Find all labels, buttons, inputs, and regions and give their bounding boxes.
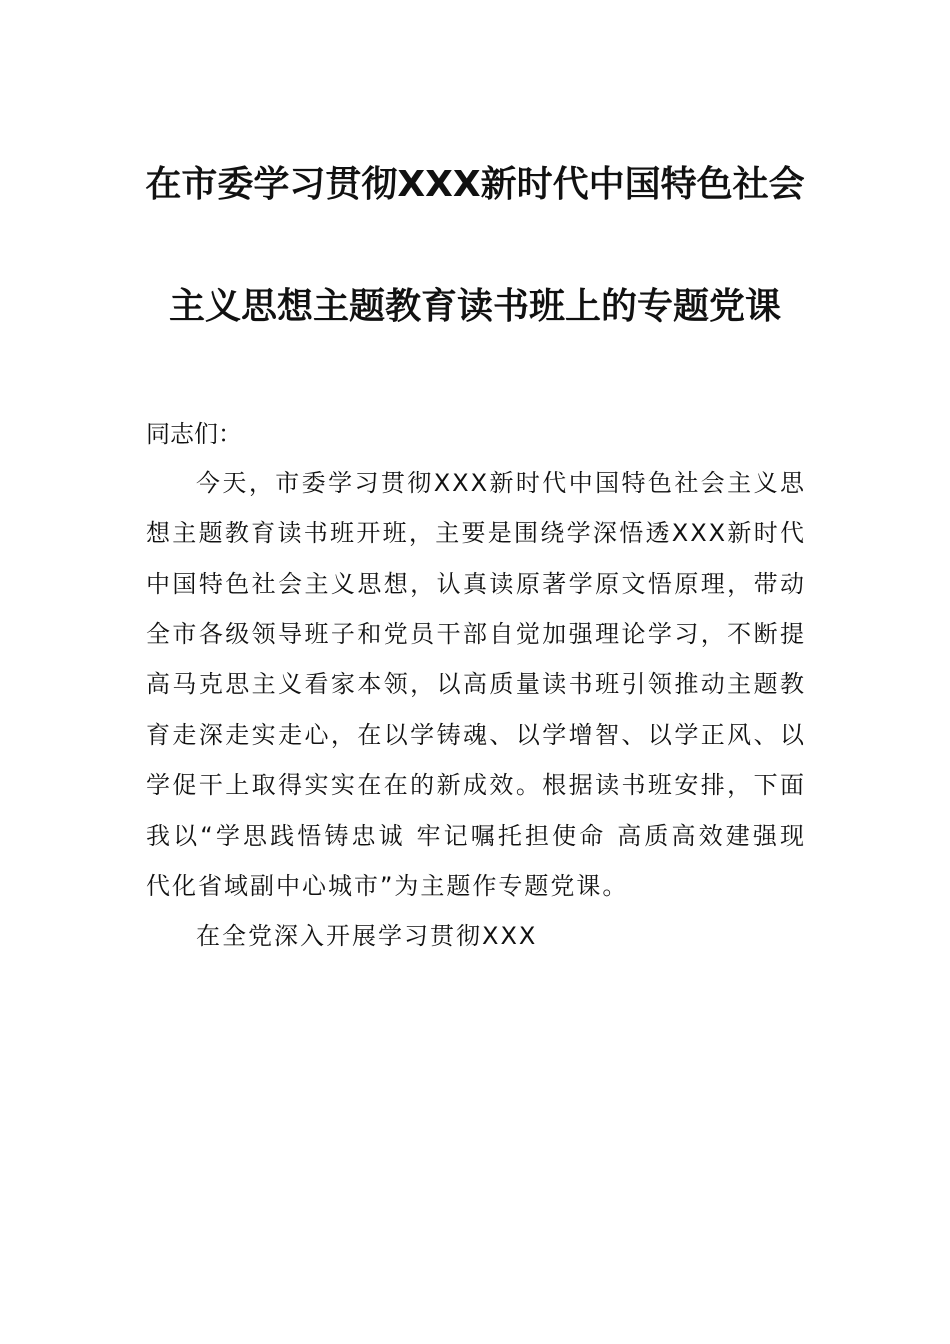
paragraph-1-line-4: 全市各级领导班子和党员干部自觉加强理论学习，不断提 bbox=[146, 620, 806, 648]
document-title-line-2: 主义思想主题教育读书班上的专题党课 bbox=[168, 286, 781, 327]
greeting: 同志们： bbox=[146, 420, 242, 448]
paragraph-1-line-5: 高马克思主义看家本领，以高质量读书班引领推动主题教 bbox=[146, 670, 806, 698]
paragraph-1-line-2: 想主题教育读书班开班，主要是围绕学深悟透XXX新时代 bbox=[146, 519, 806, 547]
paragraph-1-line-6: 育走深走实走心，在以学铸魂、以学增智、以学正风、以 bbox=[146, 721, 806, 749]
paragraph-1-line-3: 中国特色社会主义思想，认真读原著学原文悟原理，带动 bbox=[146, 570, 806, 598]
paragraph-1-line-7: 学促干上取得实实在在的新成效。根据读书班安排，下面 bbox=[146, 771, 806, 799]
document-title-line-1: 在市委学习贯彻XXX新时代中国特色社会 bbox=[145, 164, 805, 205]
paragraph-1-line-8: 我以“学思践悟铸忠诚 牢记嘱托担使命 高质高效建强现 bbox=[146, 822, 806, 850]
paragraph-1-line-1: 今天，市委学习贯彻XXX新时代中国特色社会主义思 bbox=[196, 469, 806, 497]
paragraph-2-line-1: 在全党深入开展学习贯彻XXX bbox=[196, 922, 538, 950]
paragraph-1-line-9: 代化省域副中心城市”为主题作专题党课。 bbox=[146, 872, 629, 900]
